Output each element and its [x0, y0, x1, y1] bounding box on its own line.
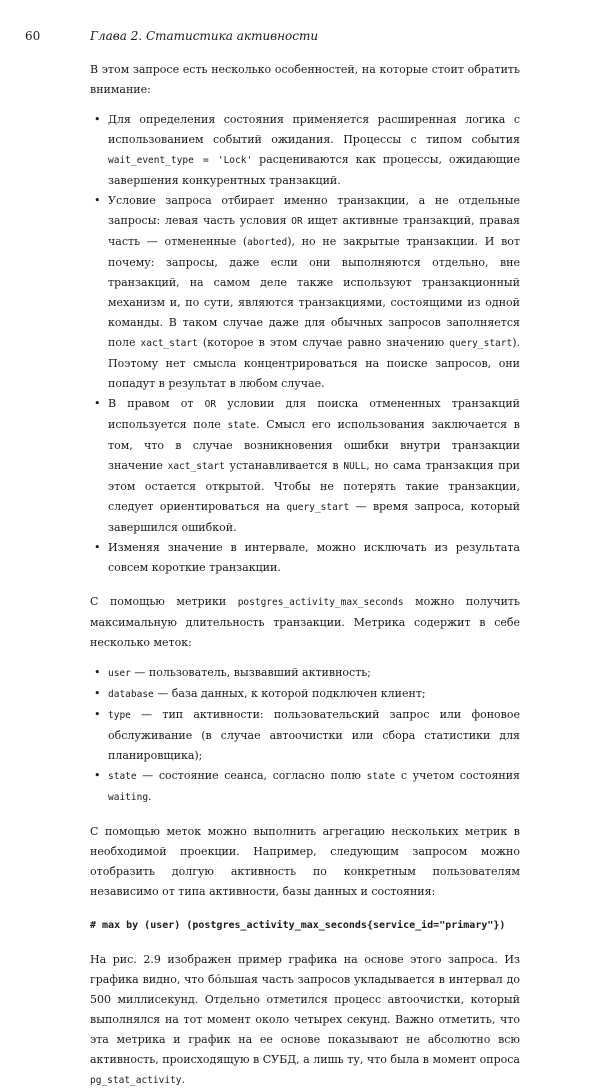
- metric-paragraph: С помощью метрики postgres_activity_max_seconds можно получить максимальную длительность транзакции. Метрика содержит в себе несколько меток:: [90, 595, 521, 649]
- list-item: • type — тип активности: пользовательский запрос или фоновое обслуживание (в случае автоочистки или сбора статистики для планировщика);: [90, 705, 520, 766]
- page-number: 60: [25, 29, 41, 43]
- list-item: • Для определения состояния применяется расширенная логика с использованием событий ожидания. Процессы с типом события wait_event_type = 'Lock' расцениваются как процессы, ожидающие завершения конкурентных транзакций.: [90, 110, 520, 191]
- page-content: [90, 60, 520, 1091]
- features-list: [90, 110, 520, 578]
- intro-paragraph: В этом запросе есть несколько особенностей, на которые стоит обратить внимание:: [90, 63, 520, 96]
- aggregation-paragraph: С помощью меток можно выполнить агрегацию нескольких метрик в необходимой проекции. Например, следующим запросом можно отобразить долгую активность по конкретным пользователям независимо от типа активности, базы данных и состояния:: [90, 825, 520, 898]
- list-item: • user — пользователь, вызвавший активность;: [90, 663, 520, 684]
- code-block: # max by (user) (postgres_activity_max_seconds{service_id="primary"}): [90, 920, 506, 931]
- list-item: • database — база данных, к которой подключен клиент;: [90, 684, 520, 705]
- labels-list: [90, 663, 520, 808]
- list-item: • В правом от OR условии для поиска отмененных транзакций используется поле state. Смысл его использования заключается в том, что в случае возникновения ошибки внутри транзакции значение xact_start устанавливается в NULL, но сама транзакция при этом остается открытой. Чтобы не потерять такие транзакции, следует ориентироваться на query_start — время запроса, который завершился ошибкой.: [90, 394, 520, 538]
- list-item: • Изменяя значение в интервале, можно исключать из результата совсем короткие транзакции.: [90, 538, 520, 578]
- list-item: • Условие запроса отбирает именно транзакции, а не отдельные запросы: левая часть условия OR ищет активные транзакций, правая часть — отмененные (aborted), но не закрытые транзакции. И вот почему: запросы, даже если они выполняются отдельно, вне транзакций, на самом деле также используют транзакционный механизм и, по сути, являются транзакциями, состоящими из одной команды. В таком случае даже для обычных запросов заполняется поле xact_start (которое в этом случае равно значению query_start). Поэтому нет смысла концентрироваться на поиске запросов, они попадут в результат в любом случае.: [90, 191, 520, 394]
- list-item: • state — состояние сеанса, согласно полю state с учетом состояния waiting.: [90, 766, 520, 808]
- chapter-title: Глава 2. Статистика активности: [90, 29, 319, 43]
- final-paragraph: На рис. 2.9 изображен пример графика на основе этого запроса. Из графика видно, что бо́льшая часть запросов укладывается в интервал до 500 миллисекунд. Отдельно отметился процесс автоочистки, который выполнялся на тот момент около четырех секунд. Важно отметить, что эта метрика и график на ее основе показывают не абсолютно всю активность, происходящую в СУБД, а лишь ту, что была в момент опроса pg_stat_activity.: [90, 953, 520, 1086]
